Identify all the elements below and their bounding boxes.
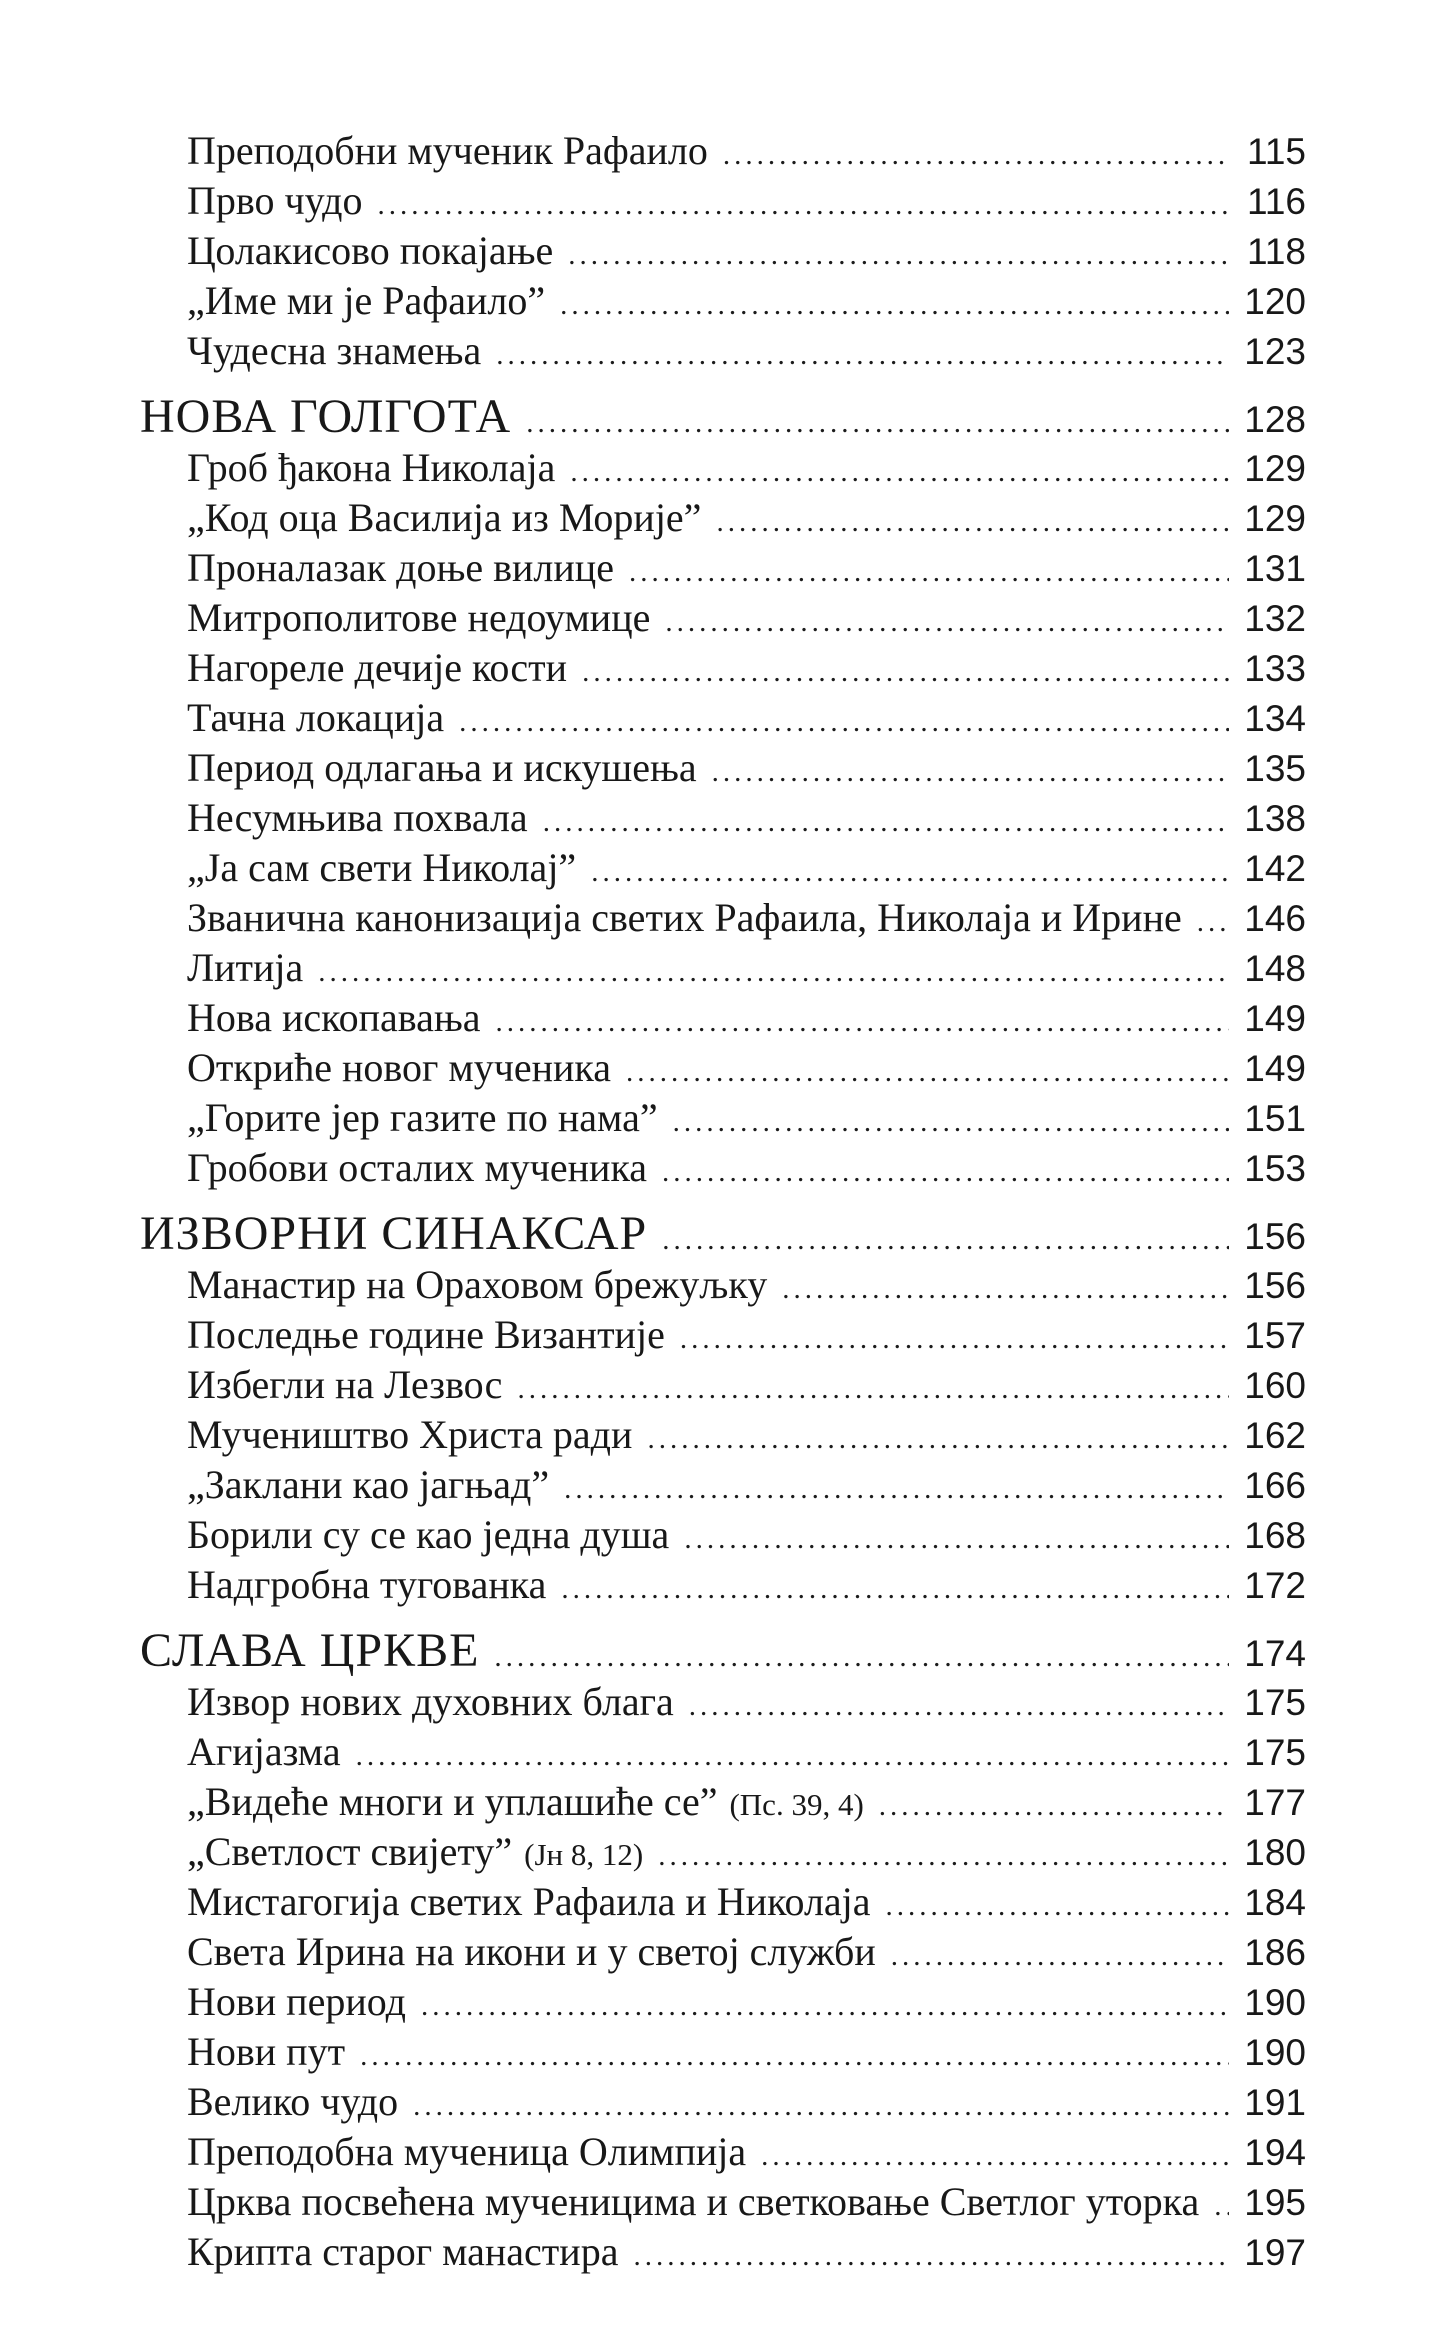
- toc-page-number: 153: [1244, 1148, 1306, 1189]
- dot-leader: [629, 556, 1229, 589]
- toc-entry-row: [140, 2227, 1306, 2277]
- dot-leader: [568, 239, 1229, 272]
- dot-leader: [626, 1056, 1229, 1089]
- toc-page-number: 190: [1244, 1982, 1306, 2023]
- toc-page-number: 177: [1244, 1782, 1306, 1823]
- toc-entry-title: Црква посвећена мученицима и светковање Светлог уторка: [187, 2179, 1200, 2224]
- toc-page-number: 148: [1244, 948, 1306, 989]
- dot-leader: [560, 289, 1229, 322]
- toc-entry-row: [140, 1360, 1306, 1410]
- toc-section-header-row: [140, 1625, 1306, 1677]
- toc-entry-row: [140, 2027, 1306, 2077]
- toc-entry-note: (Јн 8, 12): [524, 1837, 644, 1872]
- toc-page-number: 195: [1244, 2182, 1306, 2223]
- toc-entry-title: Период одлагања и искушења: [187, 745, 697, 790]
- toc-page-number: 172: [1244, 1565, 1306, 1606]
- toc-entry-row: [140, 1827, 1306, 1877]
- dot-leader: [459, 706, 1229, 739]
- dot-leader: [712, 756, 1229, 789]
- toc-entry-row: [140, 543, 1306, 593]
- dot-leader: [413, 2090, 1229, 2123]
- toc-entry-title: Литија: [187, 945, 304, 990]
- toc-entry-row: [140, 943, 1306, 993]
- toc-entry-title: Гроб ђакона Николаја: [187, 445, 556, 490]
- toc-page-number: 186: [1244, 1932, 1306, 1973]
- toc-page-number: 149: [1244, 998, 1306, 1039]
- toc-entry-title: Митрополитове недоумице: [187, 595, 651, 640]
- toc-entry-title: Цолакисово покајање: [187, 228, 554, 273]
- toc-page-number: 191: [1244, 2082, 1306, 2123]
- toc-page-number: 129: [1244, 448, 1306, 489]
- toc-entry-row: [140, 643, 1306, 693]
- toc-entry-title: „Код оца Василија из Морије”: [187, 495, 702, 540]
- dot-leader: [421, 1990, 1229, 2023]
- toc-entry-title: „Име ми је Рафаило”: [187, 278, 546, 323]
- toc-page-number: 118: [1247, 231, 1306, 272]
- toc-entry-row: [140, 1727, 1306, 1777]
- toc-entry-title: Надгробна тугованка: [187, 1562, 547, 1607]
- toc-entry-row: [140, 1093, 1306, 1143]
- toc-entry-row: [140, 1927, 1306, 1977]
- toc-entry-row: [140, 1260, 1306, 1310]
- toc-entry-row: [140, 2177, 1306, 2227]
- toc-page-number: 129: [1244, 498, 1306, 539]
- toc-entry-row: [140, 443, 1306, 493]
- toc-entry-row: [140, 1510, 1306, 1560]
- toc-page-number: 134: [1244, 698, 1306, 739]
- toc-page-number: 116: [1247, 181, 1306, 222]
- toc-page-number: 197: [1244, 2232, 1306, 2273]
- toc-entry-title: Мистагогија светих Рафаила и Николаја: [187, 1879, 871, 1924]
- toc-entry-row: [140, 276, 1306, 326]
- toc-page-number: 184: [1244, 1882, 1306, 1923]
- toc-entry-title: Мучеништво Христа ради: [187, 1412, 633, 1457]
- toc-entry-row: [140, 326, 1306, 376]
- toc-entry-row: [140, 226, 1306, 276]
- toc-entry-title: Чудесна знамења: [187, 328, 482, 373]
- toc-entry-title: Последње године Византије: [187, 1312, 665, 1357]
- toc-section-title: НОВА ГОЛГОТА: [140, 390, 512, 443]
- toc-entry-title: Крипта старог манастира: [187, 2229, 619, 2274]
- toc-page-number: 180: [1244, 1832, 1306, 1873]
- toc-entry-row: [140, 693, 1306, 743]
- toc-entry-title: „Заклани као јагњад”: [187, 1462, 550, 1507]
- toc-page-number: 142: [1244, 848, 1306, 889]
- dot-leader: [356, 1740, 1229, 1773]
- toc-page-number: 131: [1244, 548, 1306, 589]
- toc-entry-title: Нови пут: [187, 2029, 346, 2074]
- toc-page-number: 156: [1244, 1216, 1306, 1257]
- toc-page-number: 194: [1244, 2132, 1306, 2173]
- toc-entry-row: [140, 176, 1306, 226]
- toc-entry-row: [140, 1677, 1306, 1727]
- toc-page-number: 166: [1244, 1465, 1306, 1506]
- toc-entry-row: [140, 1143, 1306, 1193]
- toc-entry-row: [140, 1977, 1306, 2027]
- dot-leader: [582, 656, 1229, 689]
- dot-leader: [360, 2040, 1229, 2073]
- toc-entry-title: Званична канонизација светих Рафаила, Николаја и Ирине: [187, 895, 1182, 940]
- dot-leader: [891, 1940, 1229, 1973]
- dot-leader: [716, 506, 1229, 539]
- toc-section: [140, 126, 1306, 376]
- dot-leader: [526, 407, 1229, 440]
- dot-leader: [680, 1323, 1229, 1356]
- toc-page-number: 120: [1244, 281, 1306, 322]
- toc-entry-title: Манастир на Ораховом брежуљку: [187, 1262, 768, 1307]
- dot-leader: [496, 1006, 1229, 1039]
- toc-section: [140, 1625, 1306, 2277]
- dot-leader: [570, 456, 1229, 489]
- toc-page-number: 156: [1244, 1265, 1306, 1306]
- dot-leader: [673, 1106, 1229, 1139]
- toc-entry-row: [140, 793, 1306, 843]
- toc-entry-row: [140, 493, 1306, 543]
- toc-entry-title: Откриће новог мученика: [187, 1045, 611, 1090]
- toc-entry-title: Преподобна мученица Олимпија: [187, 2129, 747, 2174]
- toc-page-number: 162: [1244, 1415, 1306, 1456]
- dot-leader: [689, 1690, 1229, 1723]
- dot-leader: [517, 1373, 1229, 1406]
- dot-leader: [377, 189, 1229, 222]
- toc-entry-row: [140, 743, 1306, 793]
- dot-leader: [723, 139, 1229, 172]
- toc-page-number: 160: [1244, 1365, 1306, 1406]
- toc-page-number: 123: [1244, 331, 1306, 372]
- toc-page-number: 135: [1244, 748, 1306, 789]
- toc-section-title: СЛАВА ЦРКВЕ: [140, 1624, 480, 1677]
- toc-entry-title: Тачна локација: [187, 695, 445, 740]
- dot-leader: [318, 956, 1229, 989]
- toc-entry-row: [140, 893, 1306, 943]
- toc-page-number: 190: [1244, 2032, 1306, 2073]
- toc-page-number: 175: [1244, 1732, 1306, 1773]
- dot-leader: [561, 1573, 1229, 1606]
- toc-entry-title: „Горите јер газите по нама”: [187, 1095, 658, 1140]
- toc-entry-row: [140, 1410, 1306, 1460]
- toc-entry-row: [140, 843, 1306, 893]
- toc-entry-title: Проналазак доње вилице: [187, 545, 614, 590]
- dot-leader: [1197, 906, 1229, 939]
- toc-entry-row: [140, 1043, 1306, 1093]
- dot-leader: [879, 1790, 1229, 1823]
- dot-leader: [662, 1156, 1229, 1189]
- toc-section: [140, 391, 1306, 1193]
- toc-entry-title: Извор нових духовних блага: [187, 1679, 674, 1724]
- dot-leader: [658, 1840, 1229, 1873]
- dot-leader: [665, 606, 1229, 639]
- toc-entry-row: [140, 993, 1306, 1043]
- dot-leader: [647, 1423, 1229, 1456]
- toc-entry-title: Велико чудо: [187, 2079, 399, 2124]
- toc-entry-title: Нова ископавања: [187, 995, 481, 1040]
- toc-entry-row: [140, 1310, 1306, 1360]
- dot-leader: [684, 1523, 1229, 1556]
- toc-entry-row: [140, 1777, 1306, 1827]
- toc-entry-title: Нови период: [187, 1979, 406, 2024]
- dot-leader: [543, 806, 1229, 839]
- toc-page-number: 149: [1244, 1048, 1306, 1089]
- toc-entry-row: [140, 2127, 1306, 2177]
- dot-leader: [633, 2240, 1229, 2273]
- toc-section-header-row: [140, 1208, 1306, 1260]
- toc-entry-row: [140, 593, 1306, 643]
- dot-leader: [1214, 2190, 1229, 2223]
- toc-entry-title: Несумњива похвала: [187, 795, 528, 840]
- toc-entry-title: Нагореле дечије кости: [187, 645, 568, 690]
- toc-page-number: 151: [1244, 1098, 1306, 1139]
- dot-leader: [496, 339, 1229, 372]
- dot-leader: [662, 1224, 1229, 1257]
- toc-entry-row: [140, 2077, 1306, 2127]
- toc-page-number: 157: [1244, 1315, 1306, 1356]
- dot-leader: [564, 1473, 1229, 1506]
- toc-page-number: 128: [1244, 399, 1306, 440]
- toc-entry-title: Избегли на Лезвос: [187, 1362, 503, 1407]
- dot-leader: [494, 1641, 1229, 1674]
- toc-entry-title: „Ја сам свети Николај”: [187, 845, 577, 890]
- table-of-contents: [140, 126, 1306, 2277]
- toc-entry-title: Гробови осталих мученика: [187, 1145, 648, 1190]
- toc-page-number: 146: [1244, 898, 1306, 939]
- toc-page-number: 175: [1244, 1682, 1306, 1723]
- toc-entry-row: [140, 1560, 1306, 1610]
- toc-entry-title: Света Ирина на икони и у светој служби: [187, 1929, 876, 1974]
- dot-leader: [761, 2140, 1229, 2173]
- toc-entry-title: Борили су се као једна душа: [187, 1512, 670, 1557]
- toc-entry-title: „Видеће многи и уплашиће се”: [187, 1779, 718, 1824]
- dot-leader: [591, 856, 1229, 889]
- toc-page-number: 174: [1244, 1633, 1306, 1674]
- toc-entry-row: [140, 1877, 1306, 1927]
- toc-entry-title: Агијазма: [187, 1729, 341, 1774]
- dot-leader: [782, 1273, 1229, 1306]
- toc-page-number: 168: [1244, 1515, 1306, 1556]
- toc-page-number: 138: [1244, 798, 1306, 839]
- toc-entry-row: [140, 1460, 1306, 1510]
- toc-section-title: ИЗВОРНИ СИНАКСАР: [140, 1207, 648, 1260]
- dot-leader: [886, 1890, 1229, 1923]
- toc-section: [140, 1208, 1306, 1610]
- toc-entry-note: (Пс. 39, 4): [729, 1787, 864, 1822]
- toc-section-header-row: [140, 391, 1306, 443]
- toc-entry-title: Преподобни мученик Рафаило: [187, 128, 708, 173]
- toc-page-number: 133: [1244, 648, 1306, 689]
- toc-entry-row: [140, 126, 1306, 176]
- toc-page-number: 115: [1247, 131, 1306, 172]
- toc-entry-title: „Светлост свијету”: [187, 1829, 513, 1874]
- toc-entry-title: Прво чудо: [187, 178, 363, 223]
- toc-page-number: 132: [1244, 598, 1306, 639]
